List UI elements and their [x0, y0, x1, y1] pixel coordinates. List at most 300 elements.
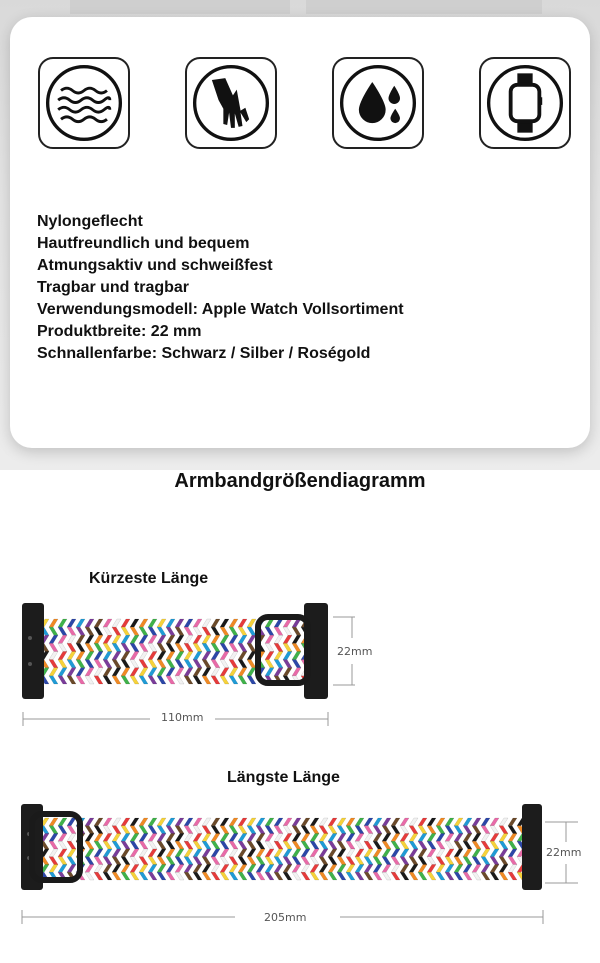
braid-strand — [283, 872, 292, 880]
braid-strand — [292, 818, 301, 826]
braid-strand — [229, 668, 238, 676]
braid-strand — [418, 818, 427, 826]
braid-strand — [85, 652, 94, 660]
braid-strand — [364, 818, 373, 826]
braid-strand — [499, 841, 508, 849]
braid-strand — [94, 668, 103, 676]
braid-strand — [121, 627, 130, 635]
braid-strand — [85, 849, 94, 857]
braid-strand — [112, 865, 121, 873]
braid-strand — [175, 849, 184, 857]
braid-strand — [157, 660, 166, 668]
braid-strand — [103, 668, 112, 676]
braid-strand — [211, 676, 220, 684]
braid-strand — [355, 834, 364, 842]
braid-strand — [67, 660, 76, 668]
braid-strand — [49, 857, 58, 865]
braid-strand — [382, 818, 391, 826]
braid-strand — [418, 834, 427, 842]
braid-strand — [202, 818, 211, 826]
braid-strand — [238, 676, 247, 684]
braid-strand — [427, 857, 436, 865]
size-diagram-title: Armbandgrößendiagramm — [174, 470, 426, 492]
braid-strand — [400, 834, 409, 842]
braid-strand — [166, 865, 175, 873]
braid-strand — [121, 676, 130, 684]
braid-strand — [292, 834, 301, 842]
braid-strand — [391, 826, 400, 834]
braid-strand — [436, 834, 445, 842]
braid-strand — [265, 660, 274, 668]
braid-strand — [67, 643, 76, 651]
braid-strand — [112, 849, 121, 857]
braid-strand — [94, 865, 103, 873]
braid-strand — [94, 841, 103, 849]
braid-strand — [238, 652, 247, 660]
braid-strand — [58, 865, 67, 873]
braid-strand — [85, 660, 94, 668]
braid-strand — [148, 834, 157, 842]
braid-strand — [166, 643, 175, 651]
braid-strand — [373, 826, 382, 834]
braid-strand — [112, 818, 121, 826]
braid-strand — [283, 849, 292, 857]
braid-strand — [148, 872, 157, 880]
braid-strand — [211, 834, 220, 842]
braid-strand — [193, 841, 202, 849]
braid-strand — [121, 660, 130, 668]
braid-strand — [139, 834, 148, 842]
short-width-dimension: 22mm — [337, 645, 373, 658]
braid-strand — [139, 676, 148, 684]
features-card — [10, 17, 590, 448]
braid-strand — [499, 826, 508, 834]
braid-strand — [247, 849, 256, 857]
braid-strand — [139, 857, 148, 865]
braid-strand — [400, 818, 409, 826]
braid-strand — [184, 635, 193, 643]
braid-strand — [94, 849, 103, 857]
braid-strand — [85, 857, 94, 865]
braid-strand — [283, 841, 292, 849]
braid-strand — [328, 834, 337, 842]
braid-strand — [193, 627, 202, 635]
braid-strand — [193, 849, 202, 857]
braid-strand — [184, 826, 193, 834]
braid-strand — [454, 834, 463, 842]
braid-strand — [355, 865, 364, 873]
braid-strand — [148, 826, 157, 834]
braid-strand — [85, 643, 94, 651]
braid-strand — [202, 857, 211, 865]
braid-strand — [76, 652, 85, 660]
braid-strand — [184, 841, 193, 849]
braid-strand — [409, 849, 418, 857]
braid-strand — [319, 826, 328, 834]
braid-strand — [247, 872, 256, 880]
braid-strand — [382, 849, 391, 857]
braid-strand — [499, 818, 508, 826]
braid-strand — [58, 857, 67, 865]
braid-strand — [220, 818, 229, 826]
braid-strand — [94, 619, 103, 627]
braid-strand — [211, 619, 220, 627]
braid-strand — [211, 818, 220, 826]
braid-strand — [463, 857, 472, 865]
braid-strand — [184, 652, 193, 660]
braid-strand — [508, 849, 517, 857]
braid-strand — [103, 849, 112, 857]
braid-strand — [256, 834, 265, 842]
braid-strand — [256, 818, 265, 826]
icon-tile-watch — [479, 57, 571, 149]
braid-strand — [454, 826, 463, 834]
braid-strand — [166, 660, 175, 668]
braid-strand — [274, 627, 283, 635]
braid-strand — [193, 652, 202, 660]
braid-strand — [481, 841, 490, 849]
braid-strand — [328, 841, 337, 849]
braid-strand — [391, 857, 400, 865]
braid-strand — [283, 834, 292, 842]
braid-strand — [103, 826, 112, 834]
braid-strand — [211, 668, 220, 676]
braid-strand — [85, 619, 94, 627]
braid-strand — [319, 834, 328, 842]
braid-strand — [247, 857, 256, 865]
braid-strand — [409, 841, 418, 849]
braid-strand — [454, 818, 463, 826]
braid-strand — [346, 865, 355, 873]
short-band-braid — [40, 619, 310, 684]
braid-strand — [148, 627, 157, 635]
top-strip-right — [306, 0, 542, 14]
braid-strand — [193, 818, 202, 826]
braid-strand — [220, 652, 229, 660]
braid-strand — [166, 627, 175, 635]
braid-strand — [139, 872, 148, 880]
braid-strand — [121, 635, 130, 643]
braid-strand — [94, 643, 103, 651]
braid-strand — [184, 834, 193, 842]
braid-strand — [274, 652, 283, 660]
braid-strand — [76, 635, 85, 643]
braid-strand — [67, 826, 76, 834]
braid-strand — [283, 619, 292, 627]
braid-strand — [193, 619, 202, 627]
braid-strand — [94, 872, 103, 880]
braid-strand — [202, 619, 211, 627]
braid-strand — [346, 841, 355, 849]
braid-strand — [121, 826, 130, 834]
braid-strand — [103, 627, 112, 635]
braid-strand — [85, 676, 94, 684]
braid-strand — [373, 865, 382, 873]
braid-strand — [67, 635, 76, 643]
braid-strand — [157, 619, 166, 627]
braid-strand — [328, 857, 337, 865]
braid-strand — [85, 818, 94, 826]
braid-strand — [184, 643, 193, 651]
braid-strand — [49, 619, 58, 627]
braid-strand — [202, 652, 211, 660]
feature-item: Hautfreundlich und bequem — [37, 235, 250, 252]
braid-strand — [76, 619, 85, 627]
braid-strand — [463, 834, 472, 842]
braid-strand — [112, 872, 121, 880]
braid-strand — [238, 834, 247, 842]
braid-strand — [301, 826, 310, 834]
braid-strand — [211, 643, 220, 651]
braid-strand — [265, 627, 274, 635]
braid-strand — [229, 849, 238, 857]
braid-strand — [301, 818, 310, 826]
braid-strand — [436, 865, 445, 873]
braid-strand — [193, 834, 202, 842]
braid-strand — [247, 865, 256, 873]
braid-strand — [49, 660, 58, 668]
braid-strand — [58, 660, 67, 668]
braid-strand — [247, 652, 256, 660]
braid-strand — [130, 849, 139, 857]
braid-strand — [94, 676, 103, 684]
braid-strand — [184, 676, 193, 684]
braid-strand — [112, 668, 121, 676]
braid-strand — [472, 818, 481, 826]
braid-strand — [175, 834, 184, 842]
braid-strand — [157, 652, 166, 660]
braid-strand — [436, 826, 445, 834]
braid-strand — [202, 668, 211, 676]
braid-strand — [121, 818, 130, 826]
braid-strand — [274, 818, 283, 826]
braid-strand — [229, 635, 238, 643]
braid-strand — [49, 826, 58, 834]
braid-strand — [283, 652, 292, 660]
braid-strand — [481, 857, 490, 865]
waterproof-waves-icon — [40, 59, 128, 147]
braid-strand — [103, 857, 112, 865]
braid-strand — [238, 872, 247, 880]
braid-strand — [238, 627, 247, 635]
braid-strand — [238, 619, 247, 627]
braid-strand — [202, 849, 211, 857]
braid-strand — [49, 676, 58, 684]
braid-strand — [103, 619, 112, 627]
braid-strand — [220, 865, 229, 873]
sweat-drops-icon — [334, 59, 422, 147]
braid-strand — [58, 627, 67, 635]
braid-strand — [76, 676, 85, 684]
braid-strand — [247, 676, 256, 684]
braid-strand — [292, 635, 301, 643]
braid-strand — [121, 865, 130, 873]
braid-strand — [355, 818, 364, 826]
braid-strand — [76, 660, 85, 668]
braid-strand — [202, 865, 211, 873]
braid-strand — [274, 619, 283, 627]
braid-strand — [67, 849, 76, 857]
braid-strand — [157, 834, 166, 842]
braid-strand — [265, 643, 274, 651]
braid-strand — [301, 841, 310, 849]
braid-strand — [58, 643, 67, 651]
braid-strand — [238, 841, 247, 849]
braid-strand — [238, 857, 247, 865]
braid-strand — [490, 857, 499, 865]
braid-strand — [418, 857, 427, 865]
braid-strand — [220, 872, 229, 880]
braid-strand — [211, 826, 220, 834]
braid-strand — [283, 865, 292, 873]
braid-strand — [229, 660, 238, 668]
braid-strand — [202, 872, 211, 880]
braid-strand — [328, 872, 337, 880]
braid-strand — [382, 865, 391, 873]
short-length-line — [0, 710, 600, 730]
braid-strand — [292, 872, 301, 880]
braid-strand — [220, 834, 229, 842]
braid-strand — [148, 652, 157, 660]
braid-strand — [148, 857, 157, 865]
braid-strand — [157, 826, 166, 834]
braid-strand — [184, 872, 193, 880]
braid-strand — [256, 849, 265, 857]
braid-strand — [310, 857, 319, 865]
braid-strand — [166, 635, 175, 643]
braid-strand — [202, 676, 211, 684]
braid-strand — [202, 643, 211, 651]
braid-strand — [409, 826, 418, 834]
braid-strand — [337, 818, 346, 826]
braid-strand — [157, 643, 166, 651]
top-strip-left — [70, 0, 290, 14]
braid-strand — [229, 818, 238, 826]
braid-strand — [229, 627, 238, 635]
braid-strand — [211, 660, 220, 668]
braid-strand — [220, 627, 229, 635]
braid-strand — [418, 849, 427, 857]
braid-strand — [472, 834, 481, 842]
braid-strand — [283, 818, 292, 826]
braid-strand — [481, 834, 490, 842]
braid-strand — [112, 834, 121, 842]
braid-strand — [337, 841, 346, 849]
long-band-image — [0, 800, 600, 895]
braid-strand — [85, 834, 94, 842]
braid-strand — [319, 818, 328, 826]
braid-strand — [265, 872, 274, 880]
braid-strand — [112, 627, 121, 635]
braid-strand — [364, 834, 373, 842]
braid-strand — [238, 643, 247, 651]
braid-strand — [328, 818, 337, 826]
braid-strand — [445, 818, 454, 826]
braid-strand — [508, 865, 517, 873]
braid-strand — [274, 826, 283, 834]
braid-strand — [130, 834, 139, 842]
braid-strand — [274, 872, 283, 880]
braid-strand — [265, 818, 274, 826]
braid-strand — [499, 834, 508, 842]
braid-strand — [94, 652, 103, 660]
braid-strand — [220, 668, 229, 676]
braid-strand — [85, 826, 94, 834]
braid-strand — [418, 865, 427, 873]
braid-strand — [220, 857, 229, 865]
braid-strand — [346, 826, 355, 834]
braid-strand — [211, 841, 220, 849]
braid-strand — [481, 818, 490, 826]
braid-strand — [112, 676, 121, 684]
braid-strand — [103, 660, 112, 668]
braid-strand — [175, 818, 184, 826]
braid-strand — [175, 872, 184, 880]
braid-strand — [166, 652, 175, 660]
braid-strand — [139, 619, 148, 627]
braid-strand — [58, 818, 67, 826]
braid-strand — [175, 857, 184, 865]
braid-strand — [256, 841, 265, 849]
braid-strand — [67, 627, 76, 635]
braid-strand — [193, 826, 202, 834]
braid-strand — [346, 834, 355, 842]
braid-strand — [139, 865, 148, 873]
braid-strand — [256, 872, 265, 880]
braid-strand — [130, 635, 139, 643]
braid-strand — [391, 841, 400, 849]
braid-strand — [319, 872, 328, 880]
braid-strand — [445, 865, 454, 873]
short-band-image — [0, 598, 600, 708]
braid-strand — [391, 872, 400, 880]
braid-strand — [211, 857, 220, 865]
braid-strand — [211, 865, 220, 873]
braid-strand — [283, 660, 292, 668]
braid-strand — [148, 849, 157, 857]
braid-strand — [130, 857, 139, 865]
braid-strand — [481, 826, 490, 834]
braid-strand — [157, 635, 166, 643]
braid-strand — [274, 834, 283, 842]
braid-strand — [76, 643, 85, 651]
braid-strand — [193, 872, 202, 880]
braid-strand — [247, 841, 256, 849]
braid-strand — [472, 865, 481, 873]
braid-strand — [76, 627, 85, 635]
braid-strand — [130, 676, 139, 684]
braid-strand — [274, 668, 283, 676]
braid-strand — [238, 660, 247, 668]
braid-strand — [346, 857, 355, 865]
braid-strand — [319, 857, 328, 865]
braid-strand — [130, 668, 139, 676]
braid-strand — [157, 818, 166, 826]
braid-strand — [175, 668, 184, 676]
braid-strand — [472, 857, 481, 865]
braid-strand — [202, 834, 211, 842]
braid-strand — [292, 826, 301, 834]
braid-strand — [454, 872, 463, 880]
braid-strand — [265, 619, 274, 627]
braid-strand — [265, 826, 274, 834]
braid-strand — [274, 865, 283, 873]
braid-strand — [175, 826, 184, 834]
smartwatch-icon — [481, 59, 569, 147]
braid-strand — [157, 872, 166, 880]
braid-strand — [175, 652, 184, 660]
braid-strand — [229, 619, 238, 627]
